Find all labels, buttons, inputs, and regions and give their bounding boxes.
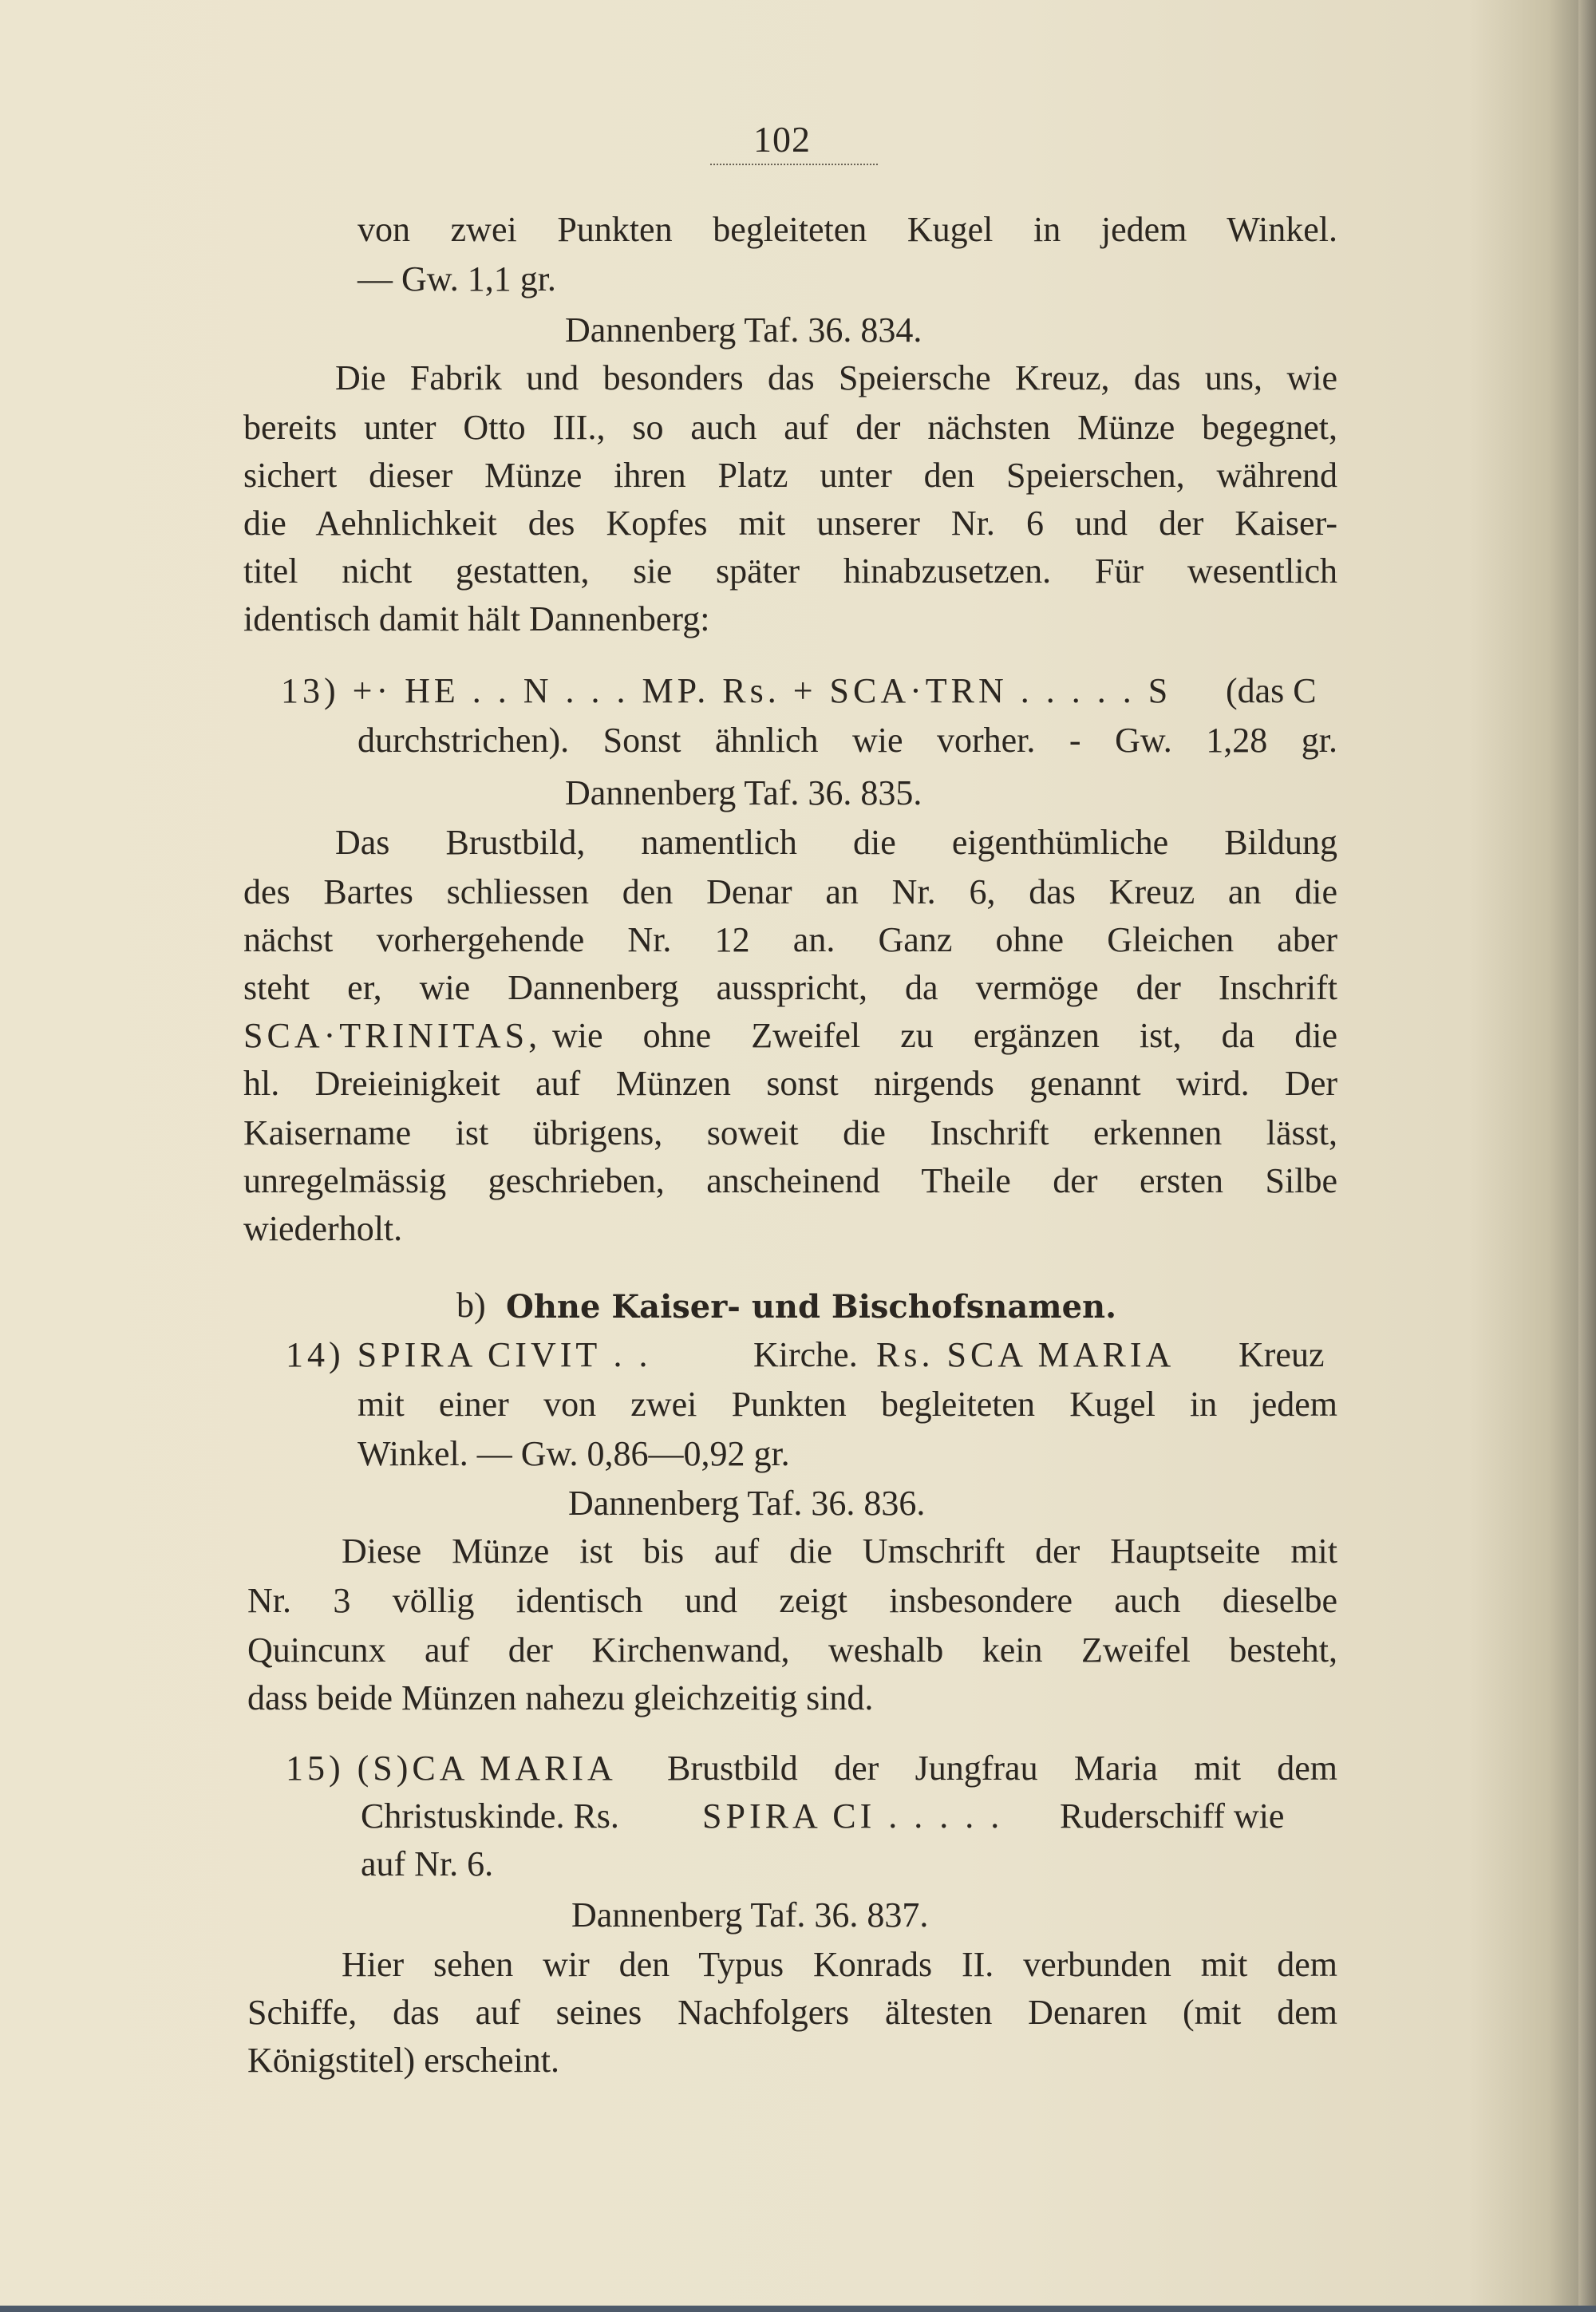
page-edge (1578, 0, 1596, 2312)
entry-15-legend: 15) (S)CA MARIA (286, 1749, 617, 1788)
text-line: identisch damit hält Dannenberg: (243, 599, 710, 638)
text-line: — Gw. 1,1 gr. (358, 259, 556, 298)
reference-line: Dannenberg Taf. 36. 834. (565, 310, 922, 350)
text-line: des Bartes schliessen den Denar an Nr. 6, das Kreuz an die (243, 872, 1337, 911)
text-line: Ruderschiff wie (1060, 1796, 1285, 1836)
text-line: mit einer von zwei Punkten begleiteten Kugel in jedem (358, 1385, 1337, 1424)
page-bottom-edge (0, 2306, 1596, 2312)
text-line: bereits unter Otto III., so auch auf der nächsten Münze begegnet, (243, 408, 1337, 447)
reference-line: Dannenberg Taf. 36. 836. (568, 1484, 926, 1523)
text-line: Nr. 3 völlig identisch und zeigt insbesondere auch dieselbe (247, 1581, 1337, 1620)
text-line: Diese Münze ist bis auf die Umschrift der Hauptseite mit (342, 1531, 1337, 1571)
inscription: SCA·TRINITAS, (243, 1016, 542, 1055)
text-line: Das Brustbild, namentlich die eigenthümliche Bildung (335, 823, 1337, 862)
text-line: Schiffe, das auf seines Nachfolgers ältesten Denaren (mit dem (247, 1993, 1337, 2032)
text-line: hl. Dreieinigkeit auf Münzen sonst nirgends genannt wird. Der (243, 1064, 1337, 1103)
text-line: die Aehnlichkeit des Kopfes mit unserer Nr. 6 und der Kaiser- (243, 504, 1337, 543)
text-line: (das C (1226, 671, 1317, 710)
page-number-rule (710, 164, 878, 167)
entry-14-legend: 14) SPIRA CIVIT . . (286, 1335, 652, 1374)
text-line: Christuskinde. Rs. (361, 1796, 619, 1836)
inscription: Rs. SCA MARIA (876, 1335, 1175, 1374)
text-line: Kreuz (1238, 1335, 1325, 1374)
text-line: Brustbild der Jungfrau Maria mit dem (667, 1749, 1337, 1788)
text-line: Die Fabrik und besonders das Speiersche Kreuz, das uns, wie (335, 358, 1337, 397)
text-line: Quincunx auf der Kirchenwand, weshalb kein Zweifel besteht, (247, 1630, 1337, 1670)
text-line: wiederholt. (243, 1209, 403, 1248)
text-line: dass beide Münzen nahezu gleichzeitig sind. (247, 1678, 874, 1717)
text-line: wie ohne Zweifel zu ergänzen ist, da die (552, 1016, 1337, 1055)
text-line: von zwei Punkten begleiteten Kugel in jedem Winkel. (358, 210, 1337, 249)
text-line: durchstrichen). Sonst ähnlich wie vorher. - Gw. 1,28 gr. (358, 721, 1337, 760)
text-line: Kaisername ist übrigens, soweit die Inschrift erkennen lässt, (243, 1113, 1337, 1152)
entry-13-legend: 13) +· HE . . N . . . MP. Rs. + SCA·TRN . . . . . S (281, 671, 1172, 710)
page-number: 102 (753, 119, 811, 160)
reference-line: Dannenberg Taf. 36. 837. (571, 1895, 929, 1935)
reference-line: Dannenberg Taf. 36. 835. (565, 773, 922, 812)
section-label: b) (456, 1286, 486, 1325)
text-line: Hier sehen wir den Typus Konrads II. verbunden mit dem (342, 1945, 1337, 1984)
inscription: SPIRA CI . . . . . (702, 1796, 1004, 1836)
text-line: Kirche. (753, 1335, 858, 1374)
text-line: unregelmässig geschrieben, anscheinend Theile der ersten Silbe (243, 1161, 1337, 1200)
text-line: Winkel. — Gw. 0,86—0,92 gr. (358, 1434, 790, 1473)
text-line: titel nicht gestatten, sie später hinabzusetzen. Für wesentlich (243, 551, 1337, 591)
text-line: nächst vorhergehende Nr. 12 an. Ganz ohne Gleichen aber (243, 920, 1337, 959)
text-line: steht er, wie Dannenberg ausspricht, da vermöge der Inschrift (243, 968, 1337, 1007)
text-line: sichert dieser Münze ihren Platz unter den Speierschen, während (243, 456, 1337, 495)
text-line: Königstitel) erscheint. (247, 2041, 560, 2080)
text-line: auf Nr. 6. (361, 1844, 494, 1883)
section-heading: Ohne Kaiser- und Bischofsnamen. (506, 1288, 1117, 1326)
